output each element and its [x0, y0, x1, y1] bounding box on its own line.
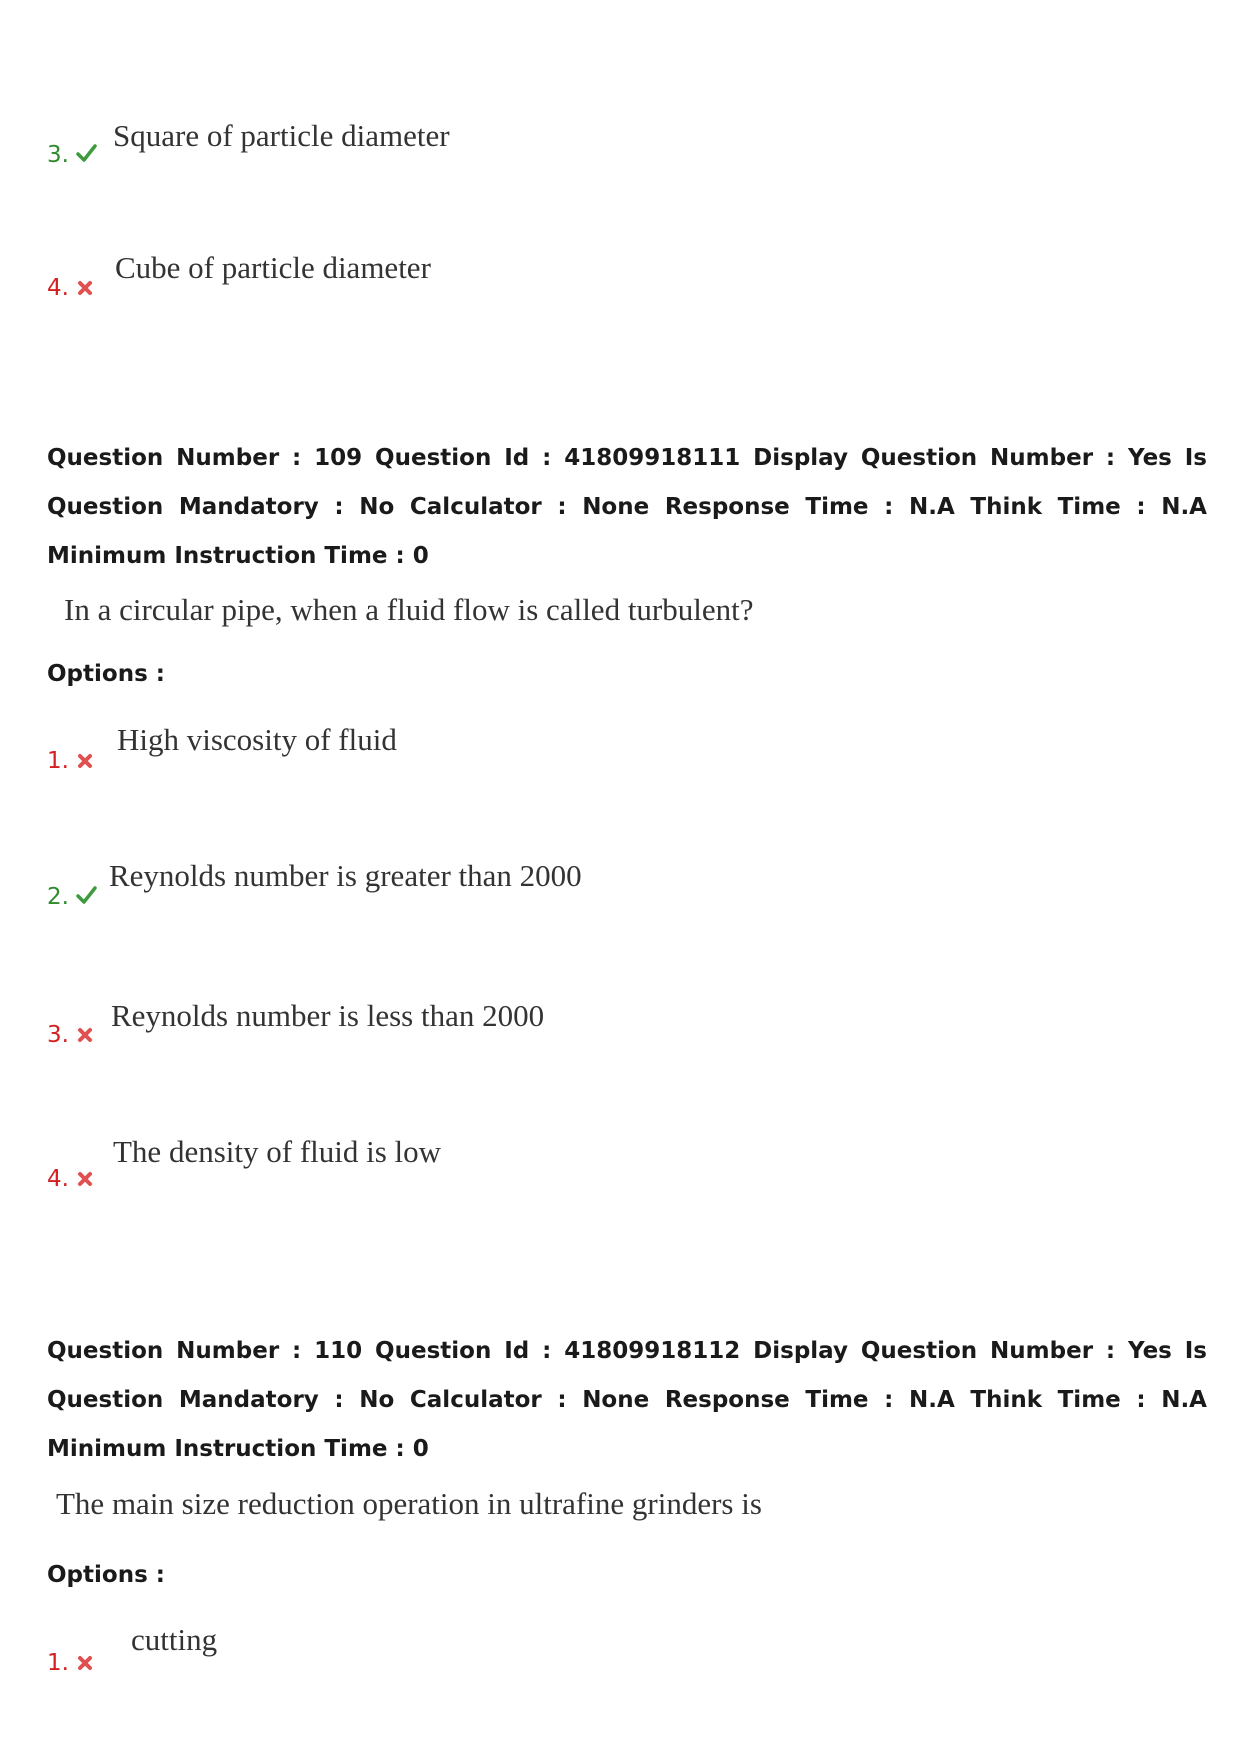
option-number: 1.	[47, 748, 69, 774]
option-row	[47, 118, 947, 178]
option-text: High viscosity of fluid	[117, 722, 397, 757]
option-text: Cube of particle diameter	[115, 250, 431, 285]
question-text: In a circular pipe, when a fluid flow is called turbulent?	[64, 592, 754, 627]
check-icon	[75, 884, 97, 906]
cross-icon	[77, 1171, 93, 1187]
option-row	[47, 250, 947, 310]
option-number: 3.	[47, 1022, 69, 1048]
option-text: The density of fluid is low	[113, 1134, 442, 1169]
option-text: Reynolds number is greater than 2000	[109, 858, 582, 893]
cross-icon	[77, 753, 93, 769]
cross-icon	[77, 1655, 93, 1671]
option-number: 4.	[47, 275, 69, 301]
option-text: Square of particle diameter	[113, 118, 450, 153]
options-label: Options :	[47, 1562, 165, 1588]
option-number: 3.	[47, 142, 69, 168]
cross-icon	[77, 1027, 93, 1043]
option-text: cutting	[131, 1622, 218, 1657]
check-icon	[75, 142, 97, 164]
cross-icon	[77, 280, 93, 296]
question-header: Question Number : 109 Question Id : 41809918111 Display Question Number : Yes Is Question Mandatory : No Calculator : None Response Time : N.A Think Time : N.A Minimum Instruction Time : 0	[47, 445, 1207, 569]
question-text: The main size reduction operation in ultrafine grinders is	[56, 1486, 762, 1521]
option-row	[47, 722, 947, 782]
question-header: Question Number : 110 Question Id : 41809918112 Display Question Number : Yes Is Question Mandatory : No Calculator : None Response Time : N.A Think Time : N.A Minimum Instruction Time : 0	[47, 1338, 1207, 1462]
option-row	[47, 998, 947, 1058]
option-number: 4.	[47, 1166, 69, 1192]
option-row	[47, 1134, 947, 1194]
option-number: 2.	[47, 884, 69, 910]
option-text: Reynolds number is less than 2000	[111, 998, 545, 1033]
option-row	[47, 858, 947, 918]
option-number: 1.	[47, 1650, 69, 1676]
options-label: Options :	[47, 661, 165, 687]
option-row	[47, 1622, 947, 1682]
